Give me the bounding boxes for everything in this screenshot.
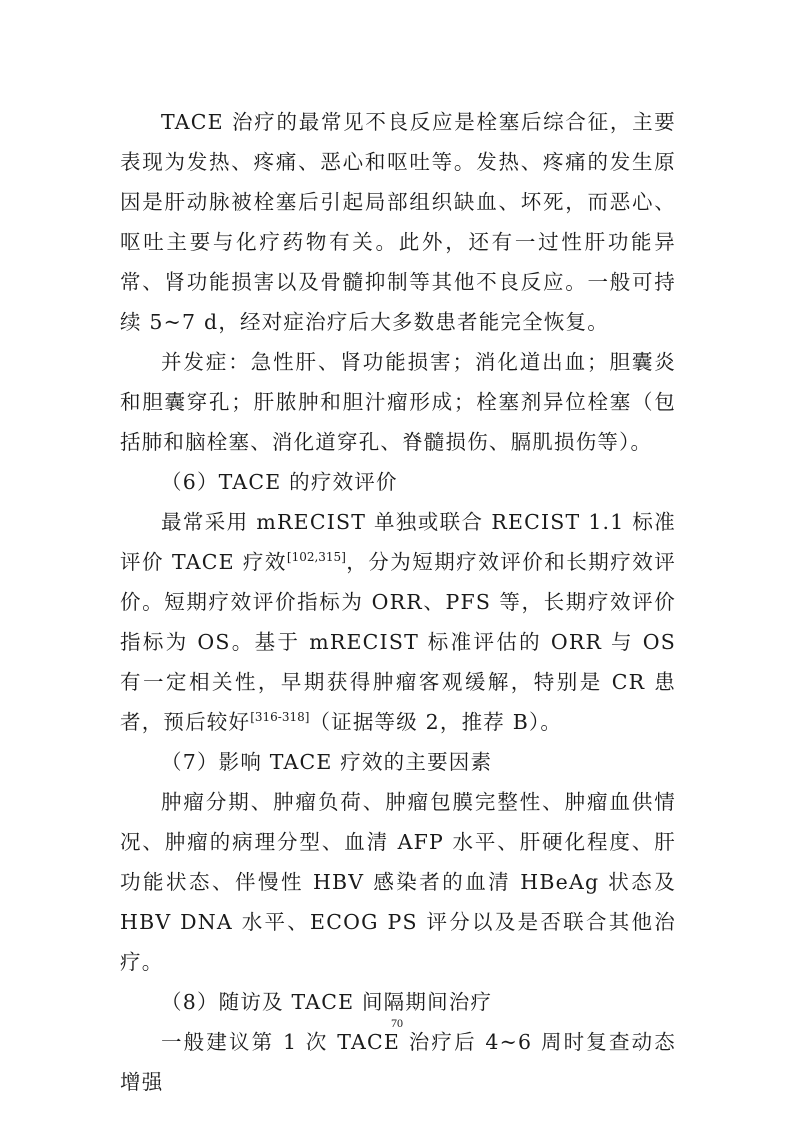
heading-influencing-factors: （7）影响 TACE 疗效的主要因素: [161, 750, 493, 774]
paragraph-follow-up: 一般建议第 1 次 TACE 治疗后 4~6 周时复查动态增强: [120, 1030, 676, 1094]
body-text: [120, 102, 676, 1102]
paragraph-adverse-reactions: TACE 治疗的最常见不良反应是栓塞后综合征，主要表现为发热、疼痛、恶心和呕吐等。发热、疼痛的发生原因是肝动脉被栓塞后引起局部组织缺血、坏死，而恶心、呕吐主要与化疗药物有关。此外，还有一过性肝功能异常、肾功能损害以及骨髓抑制等其他不良反应。一般可持续 5~7 d，经对症治疗后大多数患者能完全恢复。: [120, 110, 676, 334]
efficacy-text-b: ，分为短期疗效评价和长期疗效评价。短期疗效评价指标为 ORR、PFS 等，长期疗效评价指标为 OS。基于 mRECIST 标准评估的 ORR 与 OS 有一定相关性，早期获得肿瘤客观缓解，特别是 CR 患者，预后较好: [120, 550, 676, 734]
citation-316-318: [316-318]: [250, 710, 310, 725]
paragraph-complications: 并发症：急性肝、肾功能损害；消化道出血；胆囊炎和胆囊穿孔；肝脓肿和胆汁瘤形成；栓塞剂异位栓塞（包括肺和脑栓塞、消化道穿孔、脊髓损伤、膈肌损伤等）。: [120, 350, 676, 454]
efficacy-text-c: （证据等级 2，推荐 B）。: [309, 710, 563, 734]
efficacy-text-a: 最常采用 mRECIST 单独或联合 RECIST 1.1 标准评价 TACE 疗效: [120, 510, 676, 574]
heading-follow-up: （8）随访及 TACE 间隔期间治疗: [161, 990, 493, 1014]
paragraph-influencing-factors: 肿瘤分期、肿瘤负荷、肿瘤包膜完整性、肿瘤血供情况、肿瘤的病理分型、血清 AFP 水平、肝硬化程度、肝功能状态、伴慢性 HBV 感染者的血清 HBeAg 状态及 HBV DNA 水平、ECOG PS 评分以及是否联合其他治疗。: [120, 790, 676, 974]
page-number: 70: [391, 1016, 403, 1030]
citation-102-315: [102,315]: [286, 550, 346, 565]
paragraph-efficacy-evaluation: [120, 502, 676, 742]
heading-efficacy-evaluation: （6）TACE 的疗效评价: [161, 470, 398, 494]
